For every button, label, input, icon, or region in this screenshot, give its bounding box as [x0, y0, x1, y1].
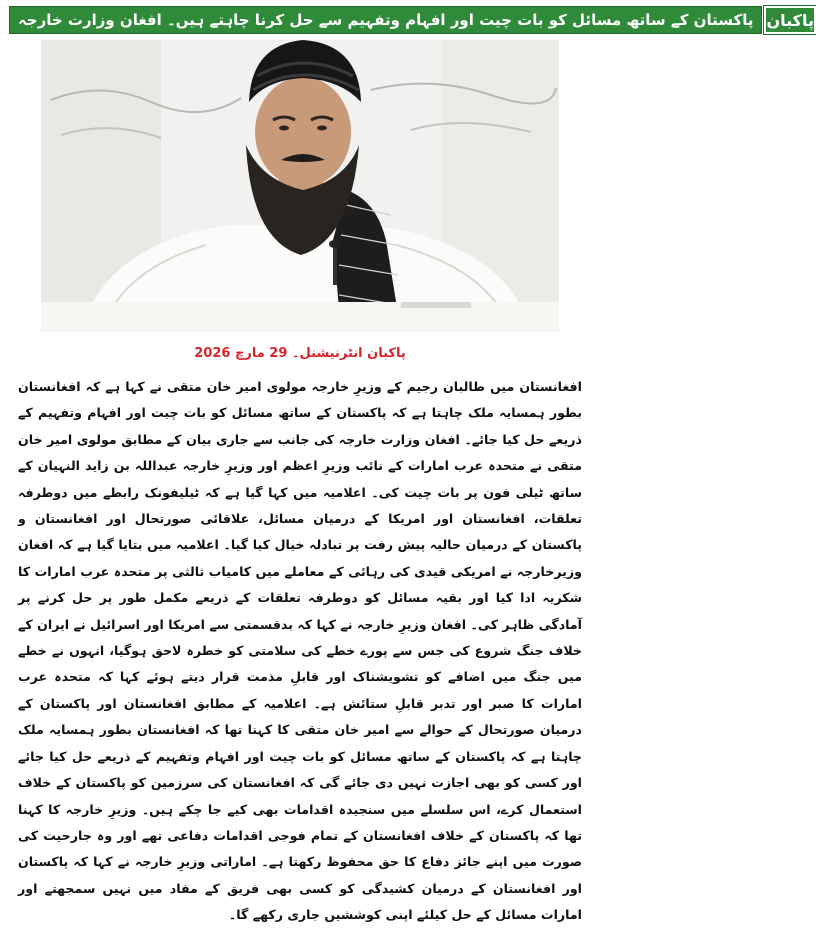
brand-logo	[764, 6, 816, 34]
news-header	[9, 6, 814, 34]
headline-bar	[9, 6, 762, 34]
article-body	[18, 374, 582, 923]
article-paragraph: افغانستان میں طالبان رجیم کے وزیرِ خارجہ مولوی امیر خان متقی نے کہا ہے کہ افغانستان بطور ہمسایہ ملک چاہتا ہے کہ پاکستان کے ساتھ مسائل کو بات چیت اور افہام وتفہیم کے ذریعے حل کیا جائے۔ افغان وزارت خارجہ کی جانب سے جاری بیان کے مطابق مولوی امیر خان متقی نے متحدہ عرب امارات کے نائب وزیرِ اعظم اور وزیرِ خارجہ عبداللہ بن زاید النہیان کے ساتھ ٹیلی فون پر بات چیت کی۔ اعلامیہ میں کہا گیا ہے کہ ٹیلیفونک رابطے میں دوطرفہ تعلقات، افغانستان اور امریکا کے درمیان مسائل، علاقائی صورتحال اور افغانستان و پاکستان کے درمیان حالیہ پیش رفت پر تبادلہ خیال کیا گیا۔ اعلامیہ میں بتایا گیا ہے کہ افغان وزیرخارجہ نے امریکی قیدی کی رہائی کے معاملے میں کامیاب ثالثی پر متحدہ عرب امارات کا شکریہ ادا کیا اور بقیہ مسائل کو دوطرفہ تعلقات کے ذریعے مکمل طور پر حل کرنے پر آمادگی ظاہر کی۔ افغان وزیرِ خارجہ نے کہا کہ بدقسمتی سے امریکا اور اسرائیل نے ایران کے خلاف جنگ شروع کی جس سے پورے خطے کی سلامتی کو خطرہ لاحق ہوگیا، انہوں نے خطے میں جنگ میں اضافے کو تشویشناک اور قابلِ مذمت قرار دیتے ہوئے کہا کہ متحدہ عرب امارات کا صبر اور تدبر قابلِ ستائش ہے۔ اعلامیہ کے مطابق افغانستان اور پاکستان کے درمیان صورتحال کے حوالے سے امیر خان متقی کا کہنا تھا کہ افغانستان بطور ہمسایہ ملک چاہتا ہے کہ پاکستان کے ساتھ مسائل کو بات چیت اور افہام وتفہیم کے ذریعے حل کیا جائے اور کسی کو بھی اجازت نہیں دی جائے گی کہ افغانستان کی سرزمین کو پاکستان کے خلاف استعمال کرے، اس سلسلے میں سنجیدہ اقدامات بھی کیے جا چکے ہیں۔ وزیرِ خارجہ کا کہنا تھا کہ پاکستان کے خلاف افغانستان کے تمام فوجی اقدامات دفاعی تھے اور وہ جارحیت کی صورت میں اپنے جائز دفاع کا حق محفوظ رکھتا ہے۔ اماراتی وزیرِ خارجہ نے کہا کہ پاکستان اور افغانستان کے درمیان کشیدگی کو کسی بھی فریق کے مفاد میں نہیں سمجھتے اور امارات مسائل کے حل کیلئے اپنی کوششیں جاری رکھے گا۔	[18, 379, 582, 923]
dateline: پاکبان انٹرنیشنل۔ 29 مارچ 2026	[194, 346, 406, 361]
headline-text: پاکستان کے ساتھ مسائل کو بات چیت اور افہام وتفہیم سے حل کرنا چاہتے ہیں۔ افغان وزارت خارجہ	[18, 11, 754, 29]
brand-name: پاکبان	[766, 10, 814, 30]
news-photo	[41, 40, 559, 332]
portrait-photo-icon	[41, 40, 559, 332]
